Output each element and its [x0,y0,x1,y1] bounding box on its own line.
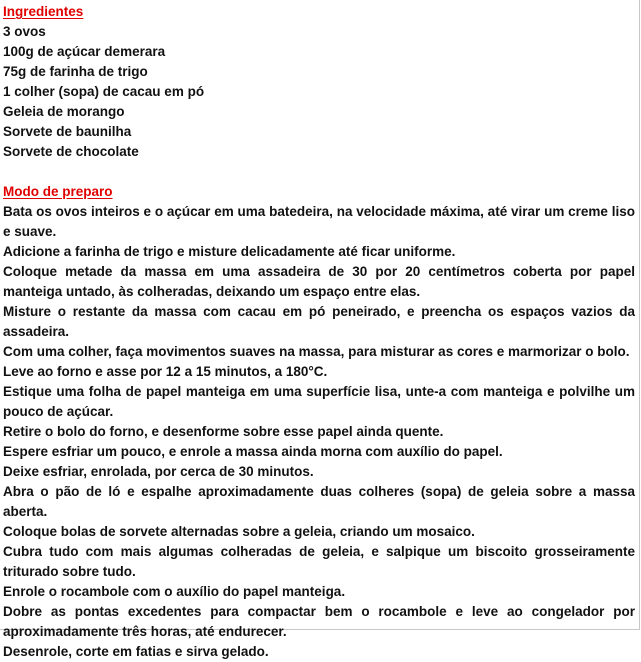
method-step: Cubra tudo com mais algumas colheradas de geleia, e salpique um biscoito grosseiramente triturado sobre tudo. [3,544,635,579]
method-step: Dobre as pontas excedentes para compactar bem o rocambole e leve ao congelador por aproximadamente três horas, até endurecer. [3,604,635,639]
method-step: Deixe esfriar, enrolada, por cerca de 30 minutos. [3,464,314,479]
method-step: Abra o pão de ló e espalhe aproximadamente duas colheres (sopa) de geleia sobre a massa aberta. [3,484,635,519]
method-step: Coloque bolas de sorvete alternadas sobre a geleia, criando um mosaico. [3,524,475,539]
ingredient-item: Sorvete de chocolate [3,144,139,159]
ingredient-item: Sorvete de baunilha [3,124,132,139]
ingredient-item: 75g de farinha de trigo [3,64,148,79]
method-step: Desenrole, corte em fatias e sirva gelado. [3,644,269,659]
method-step: Espere esfriar um pouco, e enrole a massa ainda morna com auxílio do papel. [3,444,503,459]
method-step: Bata os ovos inteiros e o açúcar em uma batedeira, na velocidade máxima, até virar um creme liso e suave. [3,204,635,239]
method-steps [3,202,635,662]
method-step: Com uma colher, faça movimentos suaves na massa, para misturar as cores e marmorizar o bolo. [3,344,630,359]
method-step: Adicione a farinha de trigo e misture delicadamente até ficar uniforme. [3,244,456,259]
section-spacer [3,162,635,182]
method-step: Estique uma folha de papel manteiga em uma superfície lisa, unte-a com manteiga e polvilhe um pouco de açúcar. [3,384,635,419]
ingredient-item: 1 colher (sopa) de cacau em pó [3,84,205,99]
method-step: Enrole o rocambole com o auxílio do papel manteiga. [3,584,346,599]
ingredients-heading: Ingredientes [3,4,84,19]
method-step: Leve ao forno e asse por 12 a 15 minutos, a 180°C. [3,364,328,379]
ingredient-item: 100g de açúcar demerara [3,44,166,59]
recipe-document [3,2,635,662]
ingredients-list [3,22,635,162]
method-heading: Modo de preparo [3,184,113,199]
ingredient-item: Geleia de morango [3,104,125,119]
method-step: Retire o bolo do forno, e desenforme sobre esse papel ainda quente. [3,424,444,439]
method-step: Misture o restante da massa com cacau em pó peneirado, e preencha os espaços vazios da assadeira. [3,304,635,339]
ingredient-item: 3 ovos [3,24,46,39]
method-step: Coloque metade da massa em uma assadeira de 30 por 20 centímetros coberta por papel manteiga untado, às colheradas, deixando um espaço entre elas. [3,264,635,299]
